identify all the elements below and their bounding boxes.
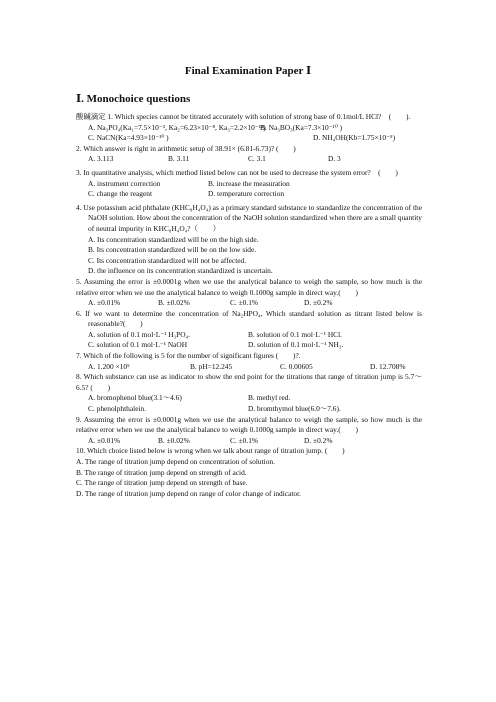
question-2-stem: 2. Which answer is right in arithmetic setup of 38.91× (6.81-6.73)? ( )	[76, 143, 296, 153]
question-4-option-c: C. Its concentration standardized will not be affected.	[88, 255, 247, 265]
question-3-option-c: C. change the reagent	[88, 189, 153, 199]
question-2-options	[76, 154, 422, 165]
question-9	[76, 415, 422, 447]
question-4-option-b: B. Its concentration standardized will be on the low side.	[88, 245, 257, 255]
question-6	[76, 309, 422, 351]
question-10-option-c: C. The range of titration jump depend on strength of base.	[76, 478, 248, 488]
question-4	[76, 203, 422, 277]
page-title: Final Examination Paper Ⅰ	[184, 65, 312, 77]
question-8	[76, 372, 422, 414]
question-7-stem: 7. Which of the following is 5 for the number of significant figures ( )?.	[76, 351, 301, 361]
question-5	[76, 277, 422, 309]
question-1-option-b: B. Na₃BO₃(Ka=7.3×10⁻¹⁰ )	[260, 122, 343, 132]
question-1-stem: 酸碱滴定 1. Which species cannot be titrated accurately with solution of strong base of 0.1mol/L HCl? ( ).	[76, 112, 411, 121]
question-4-option-d: D. the influence on its concentration standardized is uncertain.	[88, 266, 273, 276]
question-9-stem: 9. Assuming the error is ±0.0001g when we use the analytical balance to weigh the sample, so how much is the relative error when we use the analytical balance to weigh 0.1000g sample in direct way.( )	[76, 414, 422, 435]
question-5-option-d: D. ±0.2%	[304, 298, 333, 308]
question-7-option-c: C. 0.00605	[280, 361, 313, 371]
question-10-option-b: B. The range of titration jump depend on strength of acid.	[76, 467, 247, 477]
question-2-option-a: A. 3.113	[88, 154, 114, 164]
question-1-option-c: C. NaCN(Ka=4.93×10⁻¹⁰ )	[88, 133, 169, 143]
question-3-stem: 3. In quantitative analysis, which method listed below can not be used to decrease the system error? ( )	[76, 167, 398, 177]
question-8-options-row-2	[76, 404, 422, 415]
question-8-stem: 8. Which substance can use as indicator to show the end point for the titrations that range of titration jump is 5.7～6.5? ( )	[76, 372, 422, 392]
question-1-options-row-1	[76, 123, 422, 134]
question-3-option-d: D. temperature correction	[208, 189, 285, 199]
question-3-option-b: B. increase the measuration	[208, 178, 290, 188]
question-5-option-c: C. ±0.1%	[230, 298, 259, 308]
question-7-option-a: A. 1.200 ×10⁵	[88, 361, 130, 371]
question-2-option-c: C. 3.1	[248, 154, 266, 164]
question-5-stem: 5. Assuming the error is ±0.0001g when we use the analytical balance to weigh the sample, so how much is the relative error when we use the analytical balance to weigh 0.1000g sample in direct way.( )	[76, 276, 422, 297]
question-6-option-a: A. solution of 0.1 mol·L⁻¹ H₃PO₄.	[88, 329, 191, 339]
question-8-option-c: C. phenolphthalein.	[88, 404, 147, 414]
question-5-options	[76, 298, 422, 309]
question-9-option-a: A. ±0.01%	[88, 435, 121, 445]
question-6-option-b: B. solution of 0.1 mol·L⁻¹ HCl.	[248, 329, 342, 339]
question-7-option-d: D. 12.708%	[370, 361, 406, 371]
section-heading: Ⅰ. Monochoice questions	[76, 93, 191, 105]
question-1	[76, 112, 422, 144]
question-9-option-d: D. ±0.2%	[304, 435, 333, 445]
question-7-options	[76, 362, 422, 373]
question-10-option-d: D. The range of titration jump depend on range of color change of indicator.	[76, 488, 301, 498]
question-6-options-row-1	[76, 330, 422, 341]
question-3-options-row-2	[76, 189, 422, 200]
question-10-stem: 10. Which choice listed below is wrong when we talk about range of titration jump. ( )	[76, 446, 345, 456]
question-8-option-b: B. methyl red.	[248, 393, 291, 403]
question-2-option-d: D. 3	[328, 154, 341, 164]
question-8-options-row-1	[76, 393, 422, 404]
question-1-option-d: D. NH₄OH(Kb=1.75×10⁻⁵)	[313, 133, 396, 143]
question-1-options-row-2	[76, 133, 422, 144]
question-1-option-a: A. Na₃PO₄(Ka₁=7.5×10⁻³, Ka₂=6.23×10⁻⁸, Ka₃=2.2×10⁻¹³)	[88, 122, 266, 132]
question-8-option-a: A. bromophenol blue(3.1～4.6)	[88, 393, 182, 403]
question-3-option-a: A. instrument correction	[88, 178, 161, 188]
question-5-option-a: A. ±0.01%	[88, 298, 121, 308]
question-8-option-d: D. bromthymol blue(6.0～7.6).	[248, 404, 341, 414]
question-list	[76, 112, 422, 499]
question-6-stem: 6. If we want to determine the concentration of Na₂HPO₄, Which standard solution as titrant listed below is reasonable?( )	[76, 308, 422, 329]
question-3	[76, 168, 422, 200]
question-6-option-c: C. solution of 0.1 mol·L⁻¹ NaOH	[88, 340, 188, 350]
question-10-option-a: A. The range of titration jump depend on concentration of solution.	[76, 457, 275, 466]
question-2	[76, 144, 422, 165]
question-7-option-b: B. pH=12.245	[190, 361, 233, 371]
question-4-option-a: A. Its concentration standardized will be on the high side.	[88, 234, 259, 244]
question-2-option-b: B. 3.11	[168, 154, 190, 164]
question-9-option-c: C. ±0.1%	[230, 435, 259, 445]
question-6-option-d: D. solution of 0.1 mol·L⁻¹ NH₃.	[248, 340, 344, 350]
question-9-options	[76, 436, 422, 447]
question-6-options-row-2	[76, 340, 422, 351]
question-4-stem: 4. Use potassium acid phthalate (KHC₈H₄O₄) as a primary standard substance to standardize the concentration of the NaOH solution. How about the concentration of the NaOH solution standardized when there are a small quantity of neutral impurity in KHC₈H₄O₄?（ ）	[76, 202, 422, 233]
question-7	[76, 351, 422, 372]
question-5-option-b: B. ±0.02%	[158, 298, 190, 308]
question-10	[76, 446, 422, 499]
question-9-option-b: B. ±0.02%	[158, 435, 190, 445]
question-3-options-row-1	[76, 179, 422, 190]
